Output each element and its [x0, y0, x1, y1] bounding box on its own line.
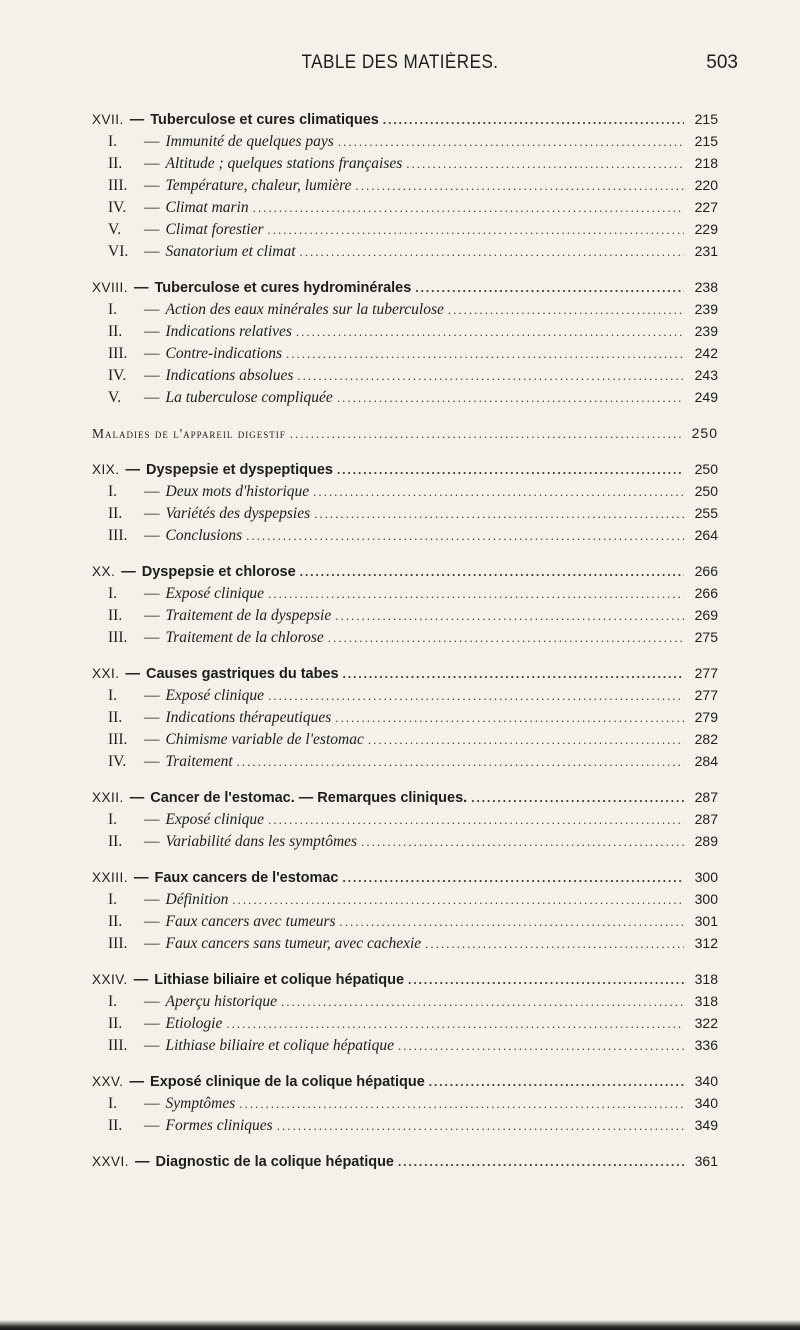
page-ref: 287 — [694, 789, 718, 805]
dot-leader — [335, 605, 684, 626]
dash: — — [144, 709, 160, 726]
section-entry — [92, 728, 718, 750]
dash: — — [144, 221, 160, 238]
page-ref: 218 — [694, 155, 718, 171]
section-entry — [92, 582, 718, 604]
section-title: Faux cancers avec tumeurs — [165, 913, 336, 930]
section-entry — [92, 830, 718, 852]
section-number: II. — [108, 607, 123, 624]
section-entry — [92, 750, 718, 772]
dash: — — [144, 133, 160, 150]
page-ref: 300 — [694, 869, 718, 885]
dot-leader — [300, 241, 684, 262]
page-ref: 220 — [694, 177, 718, 193]
chapter-number: XXIV. — [92, 972, 128, 987]
dash: — — [144, 891, 160, 908]
page-ref: 227 — [694, 199, 718, 215]
dot-leader — [286, 343, 684, 364]
section-entry — [92, 130, 718, 152]
chapter-number: XVII. — [92, 112, 124, 127]
section-entry — [92, 386, 718, 408]
chapter-title: Exposé clinique de la colique hépatique — [150, 1074, 425, 1090]
dot-leader — [471, 787, 684, 808]
section-number: II. — [108, 913, 123, 930]
chapter-block — [92, 276, 718, 408]
chapter-number: XX. — [92, 564, 116, 579]
section-title: Traitement de la chlorose — [165, 629, 324, 646]
chapter-heading — [92, 1070, 718, 1092]
chapter-number: XXI. — [92, 666, 120, 681]
dot-leader — [383, 109, 684, 130]
section-number: I. — [108, 993, 118, 1010]
section-number: III. — [108, 527, 128, 544]
chapter-number: XXIII. — [92, 870, 129, 885]
chapter-number: XXII. — [92, 790, 124, 805]
section-number: V. — [108, 389, 122, 406]
section-number: I. — [108, 1095, 118, 1112]
chapter-heading — [92, 662, 718, 684]
page-ref: 275 — [694, 629, 718, 645]
dot-leader — [429, 1071, 684, 1092]
section-number: II. — [108, 1015, 123, 1032]
dash: — — [144, 811, 160, 828]
chapter-title: Tuberculose et cures hydrominérales — [154, 280, 412, 296]
dash: — — [144, 753, 160, 770]
section-number: II. — [108, 1117, 123, 1134]
section-number: IV. — [108, 199, 127, 216]
dot-leader — [337, 387, 684, 408]
dash: — — [135, 1154, 150, 1170]
dot-leader — [237, 751, 684, 772]
page-ref: 250 — [694, 483, 718, 499]
section-number: II. — [108, 709, 123, 726]
page-ref: 279 — [694, 709, 718, 725]
chapter-title: Diagnostic de la colique hépatique — [155, 1154, 395, 1170]
dash: — — [144, 345, 160, 362]
dash: — — [144, 483, 160, 500]
chapter-title: Tuberculose et cures climatiques — [150, 112, 379, 128]
page-ref: 340 — [694, 1095, 718, 1111]
section-entry — [92, 502, 718, 524]
dash: — — [144, 731, 160, 748]
dot-leader — [338, 131, 684, 152]
section-entry — [92, 932, 718, 954]
section-number: III. — [108, 731, 128, 748]
section-title: La tuberculose compliquée — [165, 389, 333, 406]
dash: — — [144, 687, 160, 704]
section-number: III. — [108, 629, 128, 646]
section-number: II. — [108, 323, 123, 340]
page-ref: 277 — [694, 687, 718, 703]
dot-leader — [406, 153, 684, 174]
section-title: Action des eaux minérales sur la tuberculose — [165, 301, 444, 318]
section-title: Sanatorium et climat — [165, 243, 296, 260]
dot-leader — [290, 423, 684, 444]
page-ref: 318 — [694, 971, 718, 987]
part-title: Maladies de l'appareil digestif — [92, 426, 286, 441]
page-ref: 349 — [694, 1117, 718, 1133]
dash: — — [134, 280, 149, 296]
page-ref: 243 — [694, 367, 718, 383]
page-ref: 264 — [694, 527, 718, 543]
dot-leader — [343, 663, 684, 684]
dash: — — [144, 199, 160, 216]
dash: — — [129, 790, 145, 806]
section-entry — [92, 218, 718, 240]
part-heading — [92, 422, 718, 444]
section-entry — [92, 604, 718, 626]
dot-leader — [268, 219, 684, 240]
section-title: Indications absolues — [165, 367, 294, 384]
page-ref: 266 — [694, 585, 718, 601]
page-ref: 284 — [694, 753, 718, 769]
section-number: III. — [108, 345, 128, 362]
dot-leader — [408, 969, 684, 990]
dash: — — [144, 243, 160, 260]
section-number: I. — [108, 891, 118, 908]
dot-leader — [277, 1115, 684, 1136]
section-title: Traitement de la dyspepsie — [165, 607, 332, 624]
section-title: Indications thérapeutiques — [165, 709, 332, 726]
section-number: I. — [108, 483, 118, 500]
page-ref: 300 — [694, 891, 718, 907]
section-entry — [92, 1092, 718, 1114]
dash: — — [144, 585, 160, 602]
dash: — — [134, 870, 149, 886]
dash: — — [144, 1095, 160, 1112]
page-ref: 215 — [694, 133, 718, 149]
section-entry — [92, 320, 718, 342]
page-number: 503 — [706, 52, 738, 73]
page-ref: 249 — [694, 389, 718, 405]
dash: — — [144, 367, 160, 384]
dot-leader — [355, 175, 684, 196]
chapter-number: XXV. — [92, 1074, 124, 1089]
page-ref: 312 — [694, 935, 718, 951]
section-entry — [92, 1012, 718, 1034]
section-title: Immunité de quelques pays — [165, 133, 334, 150]
section-number: III. — [108, 1037, 128, 1054]
section-title: Formes cliniques — [165, 1117, 273, 1134]
chapter-title: Dyspepsie et dyspeptiques — [146, 462, 333, 478]
section-title: Exposé clinique — [165, 687, 265, 704]
dash: — — [144, 527, 160, 544]
page-ref: 287 — [694, 811, 718, 827]
section-entry — [92, 684, 718, 706]
dash: — — [144, 505, 160, 522]
chapter-heading — [92, 108, 718, 130]
section-number: V. — [108, 221, 122, 238]
dash: — — [125, 462, 141, 478]
chapter-title: Dyspepsie et chlorose — [141, 564, 296, 580]
section-entry — [92, 1034, 718, 1056]
dot-leader — [313, 481, 684, 502]
chapter-title: Causes gastriques du tabes — [146, 666, 339, 682]
section-number: III. — [108, 935, 128, 952]
table-of-contents — [92, 108, 718, 1186]
chapter-heading — [92, 276, 718, 298]
chapter-heading — [92, 786, 718, 808]
section-entry — [92, 480, 718, 502]
section-number: II. — [108, 833, 123, 850]
dash: — — [129, 112, 145, 128]
section-title: Traitement — [165, 753, 233, 770]
page-bottom-edge — [0, 1320, 800, 1330]
dot-leader — [296, 321, 684, 342]
section-title: Climat marin — [165, 199, 249, 216]
section-title: Contre-indications — [165, 345, 283, 362]
chapter-title: Cancer de l'estomac. — Remarques cliniques. — [150, 790, 468, 806]
dash: — — [144, 935, 160, 952]
dash: — — [144, 155, 160, 172]
page-ref: 239 — [694, 323, 718, 339]
chapter-block — [92, 458, 718, 546]
chapter-heading — [92, 560, 718, 582]
section-entry — [92, 626, 718, 648]
page-ref: 282 — [694, 731, 718, 747]
chapter-title: Lithiase biliaire et colique hépatique — [154, 972, 405, 988]
section-title: Climat forestier — [165, 221, 264, 238]
dot-leader — [300, 561, 684, 582]
section-entry — [92, 196, 718, 218]
page-header — [0, 52, 800, 86]
dot-leader — [297, 365, 684, 386]
dot-leader — [415, 277, 684, 298]
chapter-heading — [92, 1150, 718, 1172]
page-ref: 301 — [694, 913, 718, 929]
dot-leader — [239, 1093, 684, 1114]
section-title: Indications relatives — [165, 323, 292, 340]
section-entry — [92, 990, 718, 1012]
page-ref: 318 — [694, 993, 718, 1009]
page-ref: 255 — [694, 505, 718, 521]
section-title: Chimisme variable de l'estomac — [165, 731, 364, 748]
chapter-number: XIX. — [92, 462, 120, 477]
chapter-block — [92, 1070, 718, 1136]
chapter-heading — [92, 968, 718, 990]
section-number: II. — [108, 155, 123, 172]
page-ref: 266 — [694, 563, 718, 579]
section-title: Faux cancers sans tumeur, avec cachexie — [165, 935, 422, 952]
page-ref: 277 — [694, 665, 718, 681]
dot-leader — [314, 503, 684, 524]
section-entry — [92, 888, 718, 910]
section-entry — [92, 524, 718, 546]
dot-leader — [398, 1035, 684, 1056]
dot-leader — [328, 627, 684, 648]
dot-leader — [368, 729, 684, 750]
dash: — — [144, 1037, 160, 1054]
dash: — — [144, 323, 160, 340]
section-title: Deux mots d'historique — [165, 483, 310, 500]
chapter-block — [92, 1150, 718, 1172]
dot-leader — [268, 583, 684, 604]
dot-leader — [335, 707, 684, 728]
section-number: IV. — [108, 367, 127, 384]
section-entry — [92, 364, 718, 386]
section-title: Aperçu historique — [165, 993, 277, 1010]
section-number: I. — [108, 133, 118, 150]
section-number: IV. — [108, 753, 127, 770]
dash: — — [133, 972, 149, 988]
page-ref: 340 — [694, 1073, 718, 1089]
part-block — [92, 422, 718, 444]
chapter-block — [92, 866, 718, 954]
page-ref: 250 — [691, 425, 718, 441]
dot-leader — [361, 831, 684, 852]
chapter-block — [92, 560, 718, 648]
dot-leader — [226, 1013, 684, 1034]
dash: — — [144, 607, 160, 624]
dash: — — [144, 1015, 160, 1032]
dash: — — [144, 177, 160, 194]
section-title: Conclusions — [165, 527, 243, 544]
page-ref: 336 — [694, 1037, 718, 1053]
section-title: Variabilité dans les symptômes — [165, 833, 358, 850]
page-ref: 242 — [694, 345, 718, 361]
section-number: II. — [108, 505, 123, 522]
section-entry — [92, 298, 718, 320]
section-number: I. — [108, 301, 118, 318]
section-number: I. — [108, 585, 118, 602]
section-title: Symptômes — [165, 1095, 236, 1112]
page-ref: 250 — [694, 461, 718, 477]
section-title: Etiologie — [165, 1015, 223, 1032]
dash: — — [144, 389, 160, 406]
chapter-number: XVIII. — [92, 280, 129, 295]
section-title: Exposé clinique — [165, 585, 265, 602]
dot-leader — [425, 933, 684, 954]
section-entry — [92, 706, 718, 728]
section-number: VI. — [108, 243, 129, 260]
dash: — — [129, 1074, 145, 1090]
dash: — — [144, 301, 160, 318]
dot-leader — [268, 685, 684, 706]
section-entry — [92, 240, 718, 262]
section-title: Lithiase biliaire et colique hépatique — [165, 1037, 394, 1054]
page-ref: 269 — [694, 607, 718, 623]
page-ref: 361 — [694, 1153, 718, 1169]
section-entry — [92, 342, 718, 364]
chapter-block — [92, 786, 718, 852]
dash: — — [121, 564, 136, 580]
dash: — — [144, 913, 160, 930]
section-entry — [92, 1114, 718, 1136]
section-number: I. — [108, 811, 118, 828]
section-title: Variétés des dyspepsies — [165, 505, 311, 522]
dot-leader — [448, 299, 684, 320]
page-ref: 231 — [694, 243, 718, 259]
section-entry — [92, 152, 718, 174]
section-title: Exposé clinique — [165, 811, 265, 828]
dot-leader — [398, 1151, 684, 1172]
chapter-block — [92, 968, 718, 1056]
page-ref: 215 — [694, 111, 718, 127]
chapter-number: XXVI. — [92, 1154, 130, 1169]
section-number: I. — [108, 687, 118, 704]
section-title: Température, chaleur, lumière — [165, 177, 352, 194]
dash: — — [144, 993, 160, 1010]
dot-leader — [246, 525, 684, 546]
chapter-heading — [92, 458, 718, 480]
section-number: III. — [108, 177, 128, 194]
chapter-title: Faux cancers de l'estomac — [154, 870, 339, 886]
running-title: TABLE DES MATIÈRES. — [301, 52, 499, 73]
dot-leader — [232, 889, 684, 910]
page-ref: 239 — [694, 301, 718, 317]
dash: — — [125, 666, 141, 682]
chapter-block — [92, 662, 718, 772]
section-entry — [92, 808, 718, 830]
section-title: Définition — [165, 891, 229, 908]
dot-leader — [340, 911, 684, 932]
dot-leader — [268, 809, 684, 830]
dash: — — [144, 833, 160, 850]
dash: — — [144, 1117, 160, 1134]
page-ref: 322 — [694, 1015, 718, 1031]
section-title: Altitude ; quelques stations françaises — [165, 155, 403, 172]
dot-leader — [253, 197, 684, 218]
page-ref: 289 — [694, 833, 718, 849]
dot-leader — [337, 459, 684, 480]
dash: — — [144, 629, 160, 646]
page-ref: 229 — [694, 221, 718, 237]
section-entry — [92, 910, 718, 932]
dot-leader — [281, 991, 684, 1012]
section-entry — [92, 174, 718, 196]
dot-leader — [343, 867, 685, 888]
page-ref: 238 — [694, 279, 718, 295]
chapter-heading — [92, 866, 718, 888]
chapter-block — [92, 108, 718, 262]
